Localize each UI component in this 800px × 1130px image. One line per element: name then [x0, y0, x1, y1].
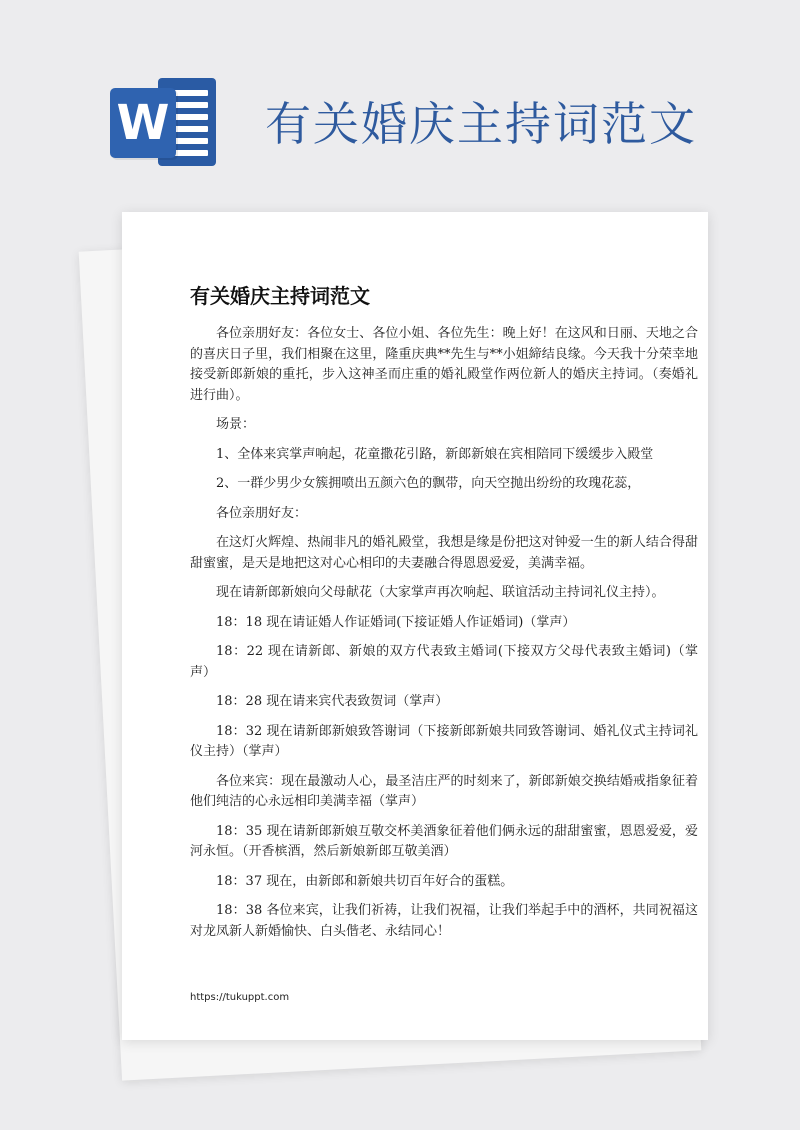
paragraph: 在这灯火辉煌、热闹非凡的婚礼殿堂，我想是缘是份把这对钟爱一生的新人结合得甜甜蜜蜜，是天是地把这对心心相印的夫妻融合得恩恩爱爱，美满幸福。	[190, 535, 698, 571]
paragraph: 18：18 现在请证婚人作证婚词(下接证婚人作证婚词)（掌声）	[216, 614, 576, 630]
paragraph: 现在请新郎新娘向父母献花（大家掌声再次响起、联谊活动主持词礼仪主持）。	[216, 585, 665, 600]
paragraph: 18：28 现在请来宾代表致贺词（掌声）	[216, 694, 449, 709]
paragraph: 18：22 现在请新郎、新娘的双方代表致主婚词(下接双方父母代表致主婚词)（掌声）	[190, 644, 698, 680]
document-page	[122, 212, 708, 1040]
paragraph: 18：37 现在，由新郎和新娘共切百年好合的蛋糕。	[216, 873, 514, 889]
word-icon	[110, 78, 216, 166]
document-body	[190, 324, 698, 951]
word-letter-badge: W	[110, 88, 176, 158]
paragraph: 各位亲朋好友：	[216, 505, 308, 521]
banner-header	[0, 0, 800, 210]
paragraph: 1、全体来宾掌声响起，花童撒花引路，新郎新娘在宾相陪同下缓缓步入殿堂	[216, 446, 654, 462]
banner-title: 有关婚庆主持词范文	[265, 97, 697, 151]
footer-url: https://tukuppt.com	[190, 992, 290, 1003]
paragraph: 18：35 现在请新郎新娘互敬交杯美酒象征着他们俩永远的甜甜蜜蜜，恩恩爱爱，爱河永恒。（开香槟酒，然后新娘新郎互敬美酒）	[190, 823, 698, 859]
document-title: 有关婚庆主持词范文	[190, 284, 370, 308]
paragraph: 18：32 现在请新郎新娘致答谢词（下接新郎新娘共同致答谢词、婚礼仪式主持词礼仪主持）（掌声）	[190, 723, 698, 759]
paragraph: 各位亲朋好友：各位女士、各位小姐、各位先生：晚上好！在这风和日丽、天地之合的喜庆日子里，我们相聚在这里，隆重庆典**先生与**小姐締结良缘。今天我十分荣幸地接受新郎新娘的重托，步入这神圣而庄重的婚礼殿堂作两位新人的婚庆主持词。（奏婚礼进行曲）。	[190, 326, 698, 403]
paragraph: 18：38 各位来宾，让我们祈祷，让我们祝福，让我们举起手中的酒杯，共同祝福这对龙凤新人新婚愉快、白头偕老、永结同心！	[190, 903, 698, 939]
paragraph: 各位来宾：现在最激动人心，最圣洁庄严的时刻来了，新郎新娘交换结婚戒指象征着他们纯洁的心永远相印美满幸福（掌声）	[190, 773, 698, 809]
paragraph: 2、一群少男少女簇拥喷出五颜六色的飘带，向天空抛出纷纷的玫瑰花蕊，	[216, 476, 641, 491]
paragraph: 场景：	[216, 417, 256, 432]
